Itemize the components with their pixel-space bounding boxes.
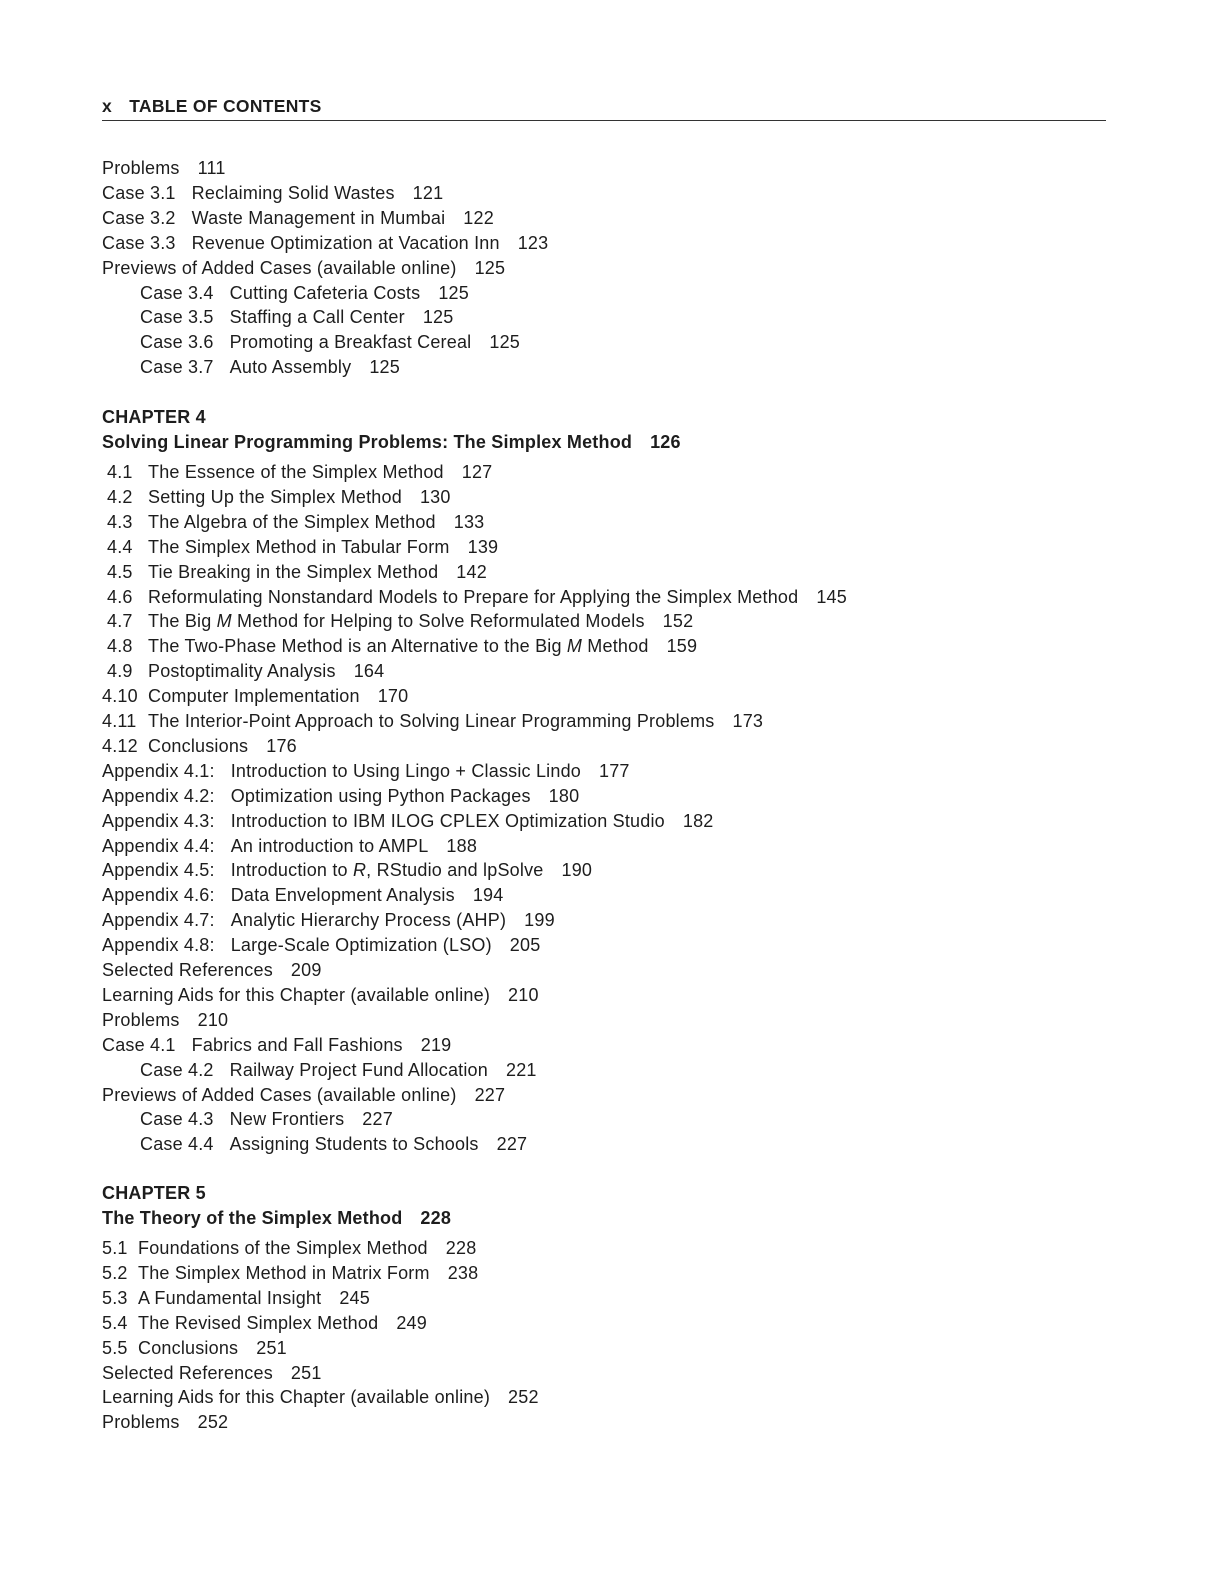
entry-page-number: 219 [420, 1034, 452, 1055]
toc-entry[interactable] [102, 1410, 228, 1434]
toc-section-entry[interactable] [102, 460, 492, 484]
entry-page-number: 238 [447, 1262, 479, 1283]
entry-title: Conclusions [138, 1337, 239, 1358]
entry-title: Fabrics and Fall Fashions [191, 1034, 403, 1055]
running-header [102, 96, 1106, 121]
entry-page-number: 188 [446, 835, 478, 856]
entry-title: Tie Breaking in the Simplex Method [148, 561, 439, 582]
entry-page-number: 227 [496, 1134, 528, 1155]
entry-title: Analytic Hierarchy Process (AHP) [230, 910, 507, 931]
toc-entry[interactable] [102, 958, 322, 982]
entry-page-number: 199 [524, 910, 555, 931]
toc-section-entry[interactable] [102, 1336, 287, 1360]
entry-page-number: 123 [517, 232, 549, 253]
entry-title-italic: R [352, 860, 367, 881]
toc-case-entry[interactable] [140, 281, 469, 305]
entry-page-number: 121 [412, 182, 444, 203]
entry-title: Previews of Added Cases (available online) [102, 257, 457, 278]
entry-title: Computer Implementation [148, 686, 360, 707]
entry-title: Data Envelopment Analysis [230, 885, 455, 906]
entry-label: Case 4.4 [140, 1134, 214, 1155]
entry-title: The Big [148, 611, 217, 632]
entry-page-number: 251 [290, 1362, 322, 1383]
entry-page-number: 125 [489, 332, 521, 353]
entry-label: Case 3.3 [102, 232, 176, 253]
entry-label: Case 3.5 [140, 307, 214, 328]
toc-entry[interactable] [102, 1083, 505, 1107]
entry-title: Selected References [102, 1362, 273, 1383]
section-number: 4.10 [102, 686, 138, 707]
entry-page-number: 221 [505, 1059, 537, 1080]
header-title: TABLE OF CONTENTS [129, 96, 322, 116]
entry-title: The Simplex Method in Matrix Form [138, 1262, 430, 1283]
entry-title: New Frontiers [229, 1109, 345, 1130]
entry-page-number: 152 [662, 611, 694, 632]
entry-page-number: 145 [816, 586, 847, 607]
entry-title: Reclaiming Solid Wastes [191, 182, 395, 203]
toc-entry[interactable] [102, 1361, 322, 1385]
entry-title: Auto Assembly [229, 357, 352, 378]
entry-label: Case 3.6 [140, 332, 214, 353]
chapter-title-text: Solving Linear Programming Problems: The Simplex Method [102, 432, 633, 452]
toc-section-entry[interactable] [102, 634, 697, 658]
toc-appendix-entry[interactable] [102, 834, 477, 858]
entry-label: Case 4.1 [102, 1034, 176, 1055]
toc-case-entry[interactable] [140, 355, 400, 379]
entry-title: Promoting a Breakfast Cereal [229, 332, 472, 353]
toc-section-entry[interactable] [102, 510, 484, 534]
entry-title: Problems [102, 1412, 180, 1433]
entry-page-number: 227 [362, 1109, 393, 1130]
toc-section-entry[interactable] [102, 1261, 478, 1285]
toc-section-entry[interactable] [102, 535, 498, 559]
entry-title: Method [582, 636, 649, 657]
appendix-label: Appendix 4.5: [102, 860, 215, 881]
appendix-label: Appendix 4.7: [102, 910, 215, 931]
entry-page-number: 130 [419, 486, 451, 507]
entry-title: Large-Scale Optimization (LSO) [230, 935, 492, 956]
entry-page-number: 125 [369, 357, 400, 378]
toc-case-entry[interactable] [102, 1033, 451, 1057]
appendix-label: Appendix 4.6: [102, 885, 215, 906]
toc-section-entry[interactable] [102, 1286, 370, 1310]
section-number: 5.3 [102, 1287, 128, 1308]
appendix-label: Appendix 4.8: [102, 935, 215, 956]
entry-page-number: 205 [509, 935, 541, 956]
toc-case-entry[interactable] [102, 206, 494, 230]
section-number: 4.12 [102, 735, 138, 756]
entry-page-number: 209 [290, 960, 322, 980]
section-number: 5.1 [102, 1238, 128, 1258]
entry-title: Selected References [102, 960, 273, 980]
entry-page-number: 177 [599, 760, 630, 781]
toc-appendix-entry[interactable] [102, 759, 630, 783]
entry-page-number: 251 [256, 1337, 287, 1358]
entry-title: Conclusions [148, 735, 249, 756]
entry-label: Case 4.3 [140, 1109, 214, 1130]
entry-label: Case 3.2 [102, 207, 176, 228]
section-number: 4.7 [107, 611, 133, 632]
section-number: 4.6 [107, 586, 133, 607]
appendix-label: Appendix 4.4: [102, 835, 215, 856]
toc-appendix-entry[interactable] [102, 809, 714, 833]
entry-title: Setting Up the Simplex Method [148, 486, 402, 507]
entry-page-number: 133 [453, 511, 485, 532]
section-number: 4.2 [107, 486, 133, 507]
chapter-number: CHAPTER 4 [102, 407, 206, 427]
entry-title: Problems [102, 158, 180, 178]
entry-page-number: 252 [197, 1412, 229, 1433]
entry-page-number: 227 [474, 1084, 506, 1105]
entry-label: Case 3.7 [140, 357, 214, 378]
entry-title: Learning Aids for this Chapter (available online) [102, 984, 491, 1005]
chapter-title[interactable] [102, 430, 681, 454]
entry-title-italic: M [216, 611, 232, 632]
toc-entry[interactable] [102, 1008, 228, 1032]
entry-page-number: 194 [472, 885, 504, 906]
toc-appendix-entry[interactable] [102, 933, 540, 957]
toc-entry[interactable] [102, 156, 226, 180]
entry-title: Optimization using Python Packages [230, 785, 531, 806]
entry-title: The Interior-Point Approach to Solving Linear Programming Problems [148, 711, 715, 731]
toc-section-entry[interactable] [102, 684, 408, 708]
toc-case-entry[interactable] [140, 330, 520, 354]
chapter-page-number: 126 [650, 432, 681, 452]
entry-title: Cutting Cafeteria Costs [229, 282, 421, 303]
section-number: 5.5 [102, 1337, 128, 1358]
entry-page-number: 228 [445, 1238, 477, 1258]
entry-page-number: 125 [422, 307, 454, 328]
section-number: 4.3 [107, 511, 133, 532]
entry-label: Case 3.4 [140, 282, 214, 303]
entry-title: Assigning Students to Schools [229, 1134, 479, 1155]
toc-entry[interactable] [102, 1385, 539, 1409]
entry-page-number: 249 [396, 1312, 427, 1333]
entry-title: The Algebra of the Simplex Method [148, 511, 436, 532]
section-number: 5.2 [102, 1262, 128, 1283]
entry-page-number: 182 [682, 810, 714, 831]
entry-label: Case 4.2 [140, 1059, 214, 1080]
chapter-title-text: The Theory of the Simplex Method [102, 1208, 403, 1228]
entry-title: A Fundamental Insight [138, 1287, 322, 1308]
toc-section-entry[interactable] [102, 1311, 427, 1335]
entry-title: Learning Aids for this Chapter (available online) [102, 1387, 491, 1408]
entry-title: Waste Management in Mumbai [191, 207, 446, 228]
entry-title: Problems [102, 1009, 180, 1030]
entry-page-number: 125 [438, 282, 469, 303]
appendix-label: Appendix 4.2: [102, 785, 215, 806]
entry-page-number: 180 [548, 785, 580, 806]
section-number: 4.9 [107, 661, 133, 682]
entry-page-number: 164 [353, 661, 385, 682]
toc-section-entry[interactable] [102, 609, 693, 633]
toc-section-entry[interactable] [102, 1236, 476, 1260]
entry-title: Railway Project Fund Allocation [229, 1059, 488, 1080]
toc-entry[interactable] [102, 256, 505, 280]
entry-title: Method for Helping to Solve Reformulated Models [231, 611, 645, 632]
entry-title: Introduction to Using Lingo + Classic Lindo [230, 760, 581, 781]
toc-case-entry[interactable] [140, 1058, 537, 1082]
entry-page-number: 173 [732, 711, 764, 731]
entry-title: Introduction to IBM ILOG CPLEX Optimization Studio [230, 810, 665, 831]
toc-appendix-entry[interactable] [102, 883, 503, 907]
section-number: 4.11 [102, 711, 137, 731]
entry-page-number: 252 [508, 1387, 539, 1408]
entry-page-number: 127 [461, 462, 493, 482]
toc-case-entry[interactable] [140, 305, 453, 329]
toc-appendix-entry[interactable] [102, 858, 592, 882]
toc-section-entry[interactable] [102, 485, 451, 509]
entry-title: Introduction to [230, 860, 353, 881]
toc-section-entry[interactable] [102, 560, 487, 584]
entry-title-italic: M [566, 636, 583, 657]
entry-label: Case 3.1 [102, 182, 176, 203]
toc-case-entry[interactable] [140, 1132, 527, 1156]
section-number: 4.4 [107, 536, 133, 557]
section-number: 4.5 [107, 561, 133, 582]
entry-page-number: 122 [463, 207, 494, 228]
toc-entry[interactable] [102, 983, 539, 1007]
entry-title: The Simplex Method in Tabular Form [148, 536, 450, 557]
entry-title: Reformulating Nonstandard Models to Prepare for Applying the Simplex Method [148, 586, 799, 607]
entry-page-number: 245 [339, 1287, 370, 1308]
entry-title: The Essence of the Simplex Method [148, 462, 444, 482]
chapter-label[interactable] [102, 405, 206, 429]
entry-title: The Two-Phase Method is an Alternative to the Big [148, 636, 567, 657]
entry-title: Previews of Added Cases (available online) [102, 1084, 457, 1105]
toc-case-entry[interactable] [102, 181, 443, 205]
chapter-label[interactable] [102, 1181, 206, 1205]
toc-appendix-entry[interactable] [102, 784, 579, 808]
chapter-page-number: 228 [420, 1208, 452, 1228]
entry-title: An introduction to AMPL [230, 835, 429, 856]
appendix-label: Appendix 4.1: [102, 760, 215, 781]
entry-page-number: 125 [474, 257, 506, 278]
entry-title: Foundations of the Simplex Method [138, 1238, 428, 1258]
entry-page-number: 159 [666, 636, 698, 657]
entry-title: The Revised Simplex Method [138, 1312, 379, 1333]
toc-section-entry[interactable] [102, 585, 847, 609]
toc-section-entry[interactable] [102, 709, 763, 733]
chapter-title[interactable] [102, 1206, 451, 1230]
entry-page-number: 190 [561, 860, 593, 881]
toc-case-entry[interactable] [140, 1107, 393, 1131]
toc-case-entry[interactable] [102, 231, 548, 255]
toc-section-entry[interactable] [102, 659, 384, 683]
entry-page-number: 111 [197, 158, 226, 178]
toc-section-entry[interactable] [102, 734, 297, 758]
entry-page-number: 139 [467, 536, 499, 557]
section-number: 4.1 [107, 462, 133, 482]
entry-page-number: 170 [377, 686, 409, 707]
entry-title: Staffing a Call Center [229, 307, 405, 328]
appendix-label: Appendix 4.3: [102, 810, 215, 831]
entry-page-number: 142 [456, 561, 487, 582]
section-number: 4.8 [107, 636, 133, 657]
entry-page-number: 176 [266, 735, 297, 756]
entry-page-number: 210 [508, 984, 539, 1005]
entry-title: Revenue Optimization at Vacation Inn [191, 232, 500, 253]
entry-title: Postoptimality Analysis [148, 661, 336, 682]
section-number: 5.4 [102, 1312, 128, 1333]
header-page-number: x [102, 96, 113, 116]
chapter-number: CHAPTER 5 [102, 1183, 206, 1203]
entry-title: , RStudio and lpSolve [366, 860, 544, 881]
toc-appendix-entry[interactable] [102, 908, 555, 932]
entry-page-number: 210 [197, 1009, 229, 1030]
